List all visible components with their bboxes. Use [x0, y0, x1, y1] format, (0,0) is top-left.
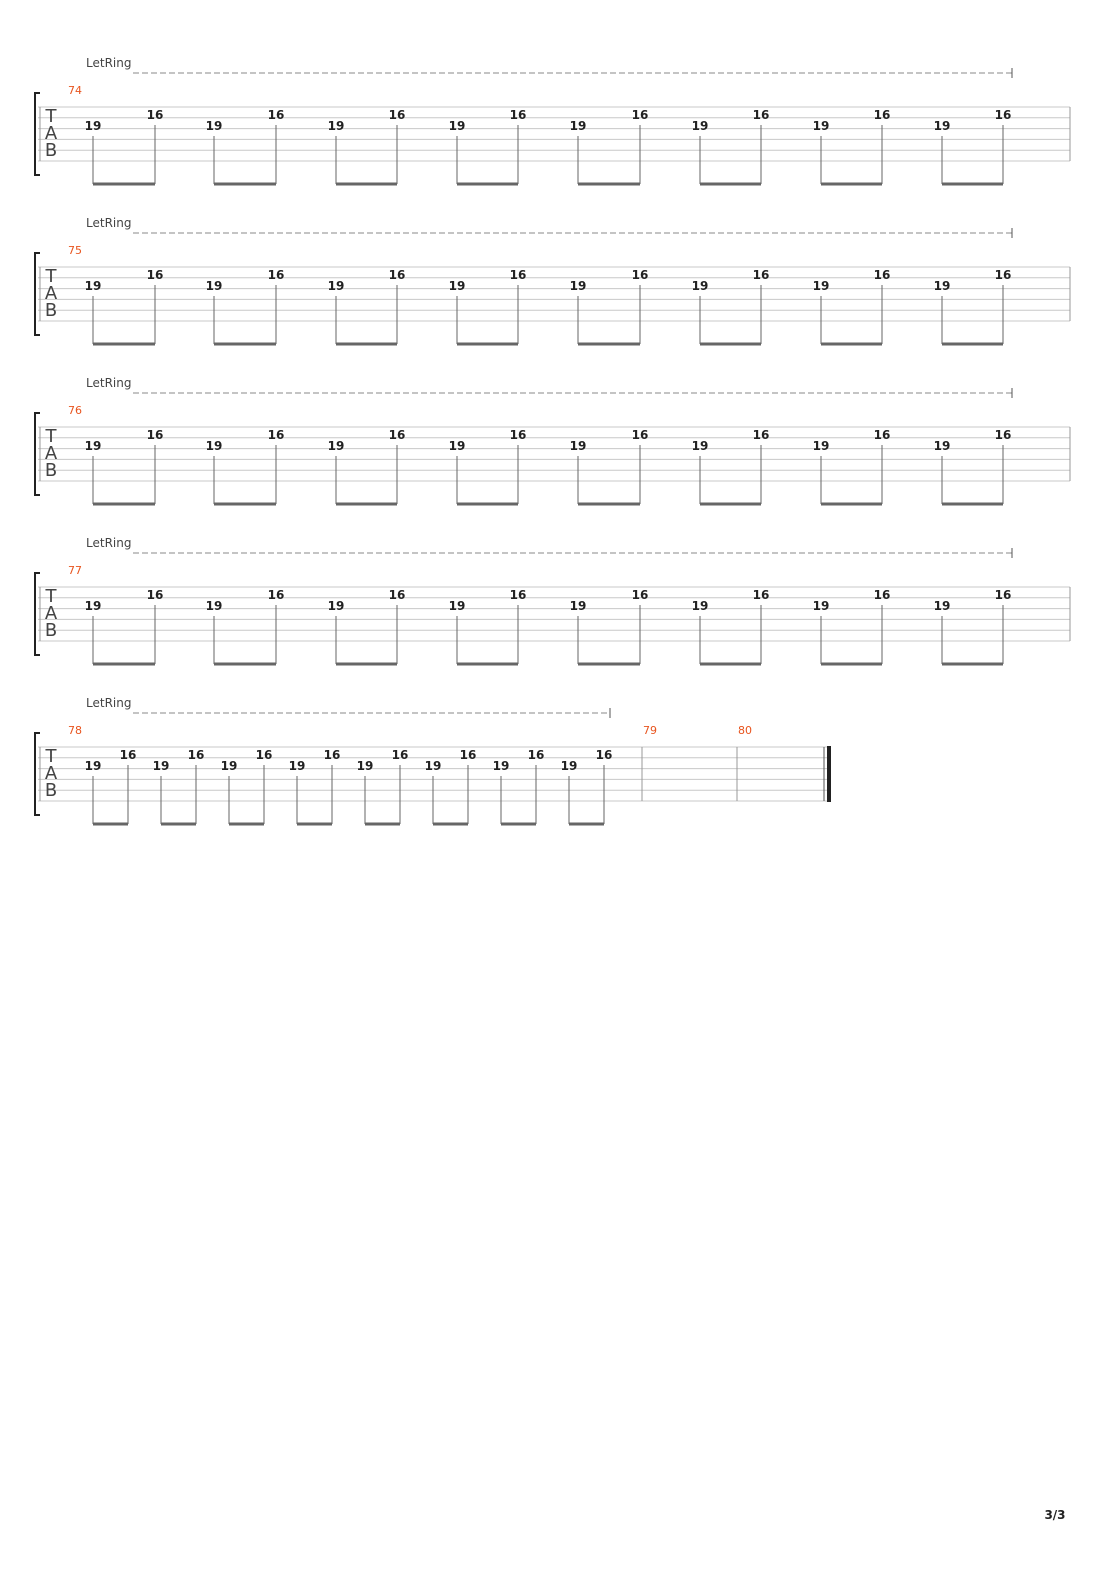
- fret-number: 19: [205, 119, 223, 133]
- fret-number: 16: [119, 748, 137, 762]
- final-bar-thick: [827, 746, 831, 802]
- system-bracket: [35, 733, 40, 815]
- tab-clef-letter: A: [44, 603, 58, 624]
- fret-number: 16: [391, 748, 409, 762]
- measure-number: 75: [68, 244, 82, 257]
- fret-number: 19: [448, 599, 466, 613]
- fret-number: 19: [327, 439, 345, 453]
- fret-number: 19: [448, 119, 466, 133]
- fret-number: 19: [569, 119, 587, 133]
- fret-number: 19: [84, 759, 102, 773]
- fret-number: 16: [267, 588, 285, 602]
- measure-number: 79: [643, 724, 657, 737]
- fret-number: 19: [560, 759, 578, 773]
- fret-number: 19: [205, 439, 223, 453]
- let-ring-label: LetRing: [86, 376, 132, 390]
- fret-number: 16: [267, 108, 285, 122]
- fret-number: 19: [569, 599, 587, 613]
- let-ring-label: LetRing: [86, 696, 132, 710]
- fret-number: 19: [569, 439, 587, 453]
- fret-number: 19: [569, 279, 587, 293]
- fret-number: 16: [459, 748, 477, 762]
- fret-number: 16: [323, 748, 341, 762]
- fret-number: 19: [448, 439, 466, 453]
- fret-number: 19: [933, 439, 951, 453]
- fret-number: 19: [812, 119, 830, 133]
- fret-number: 16: [267, 428, 285, 442]
- fret-number: 19: [691, 279, 709, 293]
- fret-number: 19: [288, 759, 306, 773]
- fret-number: 19: [84, 439, 102, 453]
- fret-number: 16: [631, 428, 649, 442]
- tab-clef-letter: T: [45, 266, 57, 287]
- fret-number: 19: [448, 279, 466, 293]
- fret-number: 16: [994, 588, 1012, 602]
- let-ring-label: LetRing: [86, 536, 132, 550]
- let-ring-label: LetRing: [86, 216, 132, 230]
- tab-clef-letter: T: [45, 586, 57, 607]
- fret-number: 19: [691, 119, 709, 133]
- fret-number: 16: [509, 428, 527, 442]
- fret-number: 16: [255, 748, 273, 762]
- fret-number: 16: [631, 268, 649, 282]
- tab-clef-letter: B: [44, 140, 58, 161]
- system-bracket: [35, 93, 40, 175]
- fret-number: 16: [509, 588, 527, 602]
- measure-number: 78: [68, 724, 82, 737]
- system-bracket: [35, 413, 40, 495]
- fret-number: 16: [873, 268, 891, 282]
- fret-number: 16: [388, 108, 406, 122]
- fret-number: 16: [631, 588, 649, 602]
- fret-number: 19: [933, 279, 951, 293]
- tab-clef-letter: B: [44, 460, 58, 481]
- fret-number: 16: [527, 748, 545, 762]
- fret-number: 16: [388, 428, 406, 442]
- fret-number: 19: [812, 439, 830, 453]
- fret-number: 19: [933, 599, 951, 613]
- fret-number: 19: [492, 759, 510, 773]
- fret-number: 16: [994, 268, 1012, 282]
- tab-clef-letter: B: [44, 620, 58, 641]
- fret-number: 19: [220, 759, 238, 773]
- fret-number: 16: [509, 108, 527, 122]
- fret-number: 19: [84, 279, 102, 293]
- measure-number: 80: [738, 724, 752, 737]
- tab-clef-letter: T: [45, 746, 57, 767]
- tab-clef-letter: A: [44, 763, 58, 784]
- fret-number: 19: [812, 279, 830, 293]
- fret-number: 19: [84, 599, 102, 613]
- fret-number: 19: [691, 599, 709, 613]
- fret-number: 16: [994, 108, 1012, 122]
- fret-number: 16: [752, 428, 770, 442]
- fret-number: 16: [631, 108, 649, 122]
- measure-number: 76: [68, 404, 82, 417]
- tab-clef-letter: T: [45, 426, 57, 447]
- fret-number: 19: [327, 279, 345, 293]
- let-ring-label: LetRing: [86, 56, 132, 70]
- fret-number: 16: [752, 108, 770, 122]
- fret-number: 16: [146, 428, 164, 442]
- fret-number: 16: [752, 268, 770, 282]
- fret-number: 19: [84, 119, 102, 133]
- fret-number: 16: [595, 748, 613, 762]
- fret-number: 19: [691, 439, 709, 453]
- system-bracket: [35, 253, 40, 335]
- page-number: 3/3: [1044, 1508, 1066, 1522]
- fret-number: 19: [812, 599, 830, 613]
- fret-number: 19: [205, 279, 223, 293]
- fret-number: 16: [146, 268, 164, 282]
- fret-number: 19: [424, 759, 442, 773]
- system-bracket: [35, 573, 40, 655]
- fret-number: 19: [205, 599, 223, 613]
- fret-number: 19: [327, 599, 345, 613]
- fret-number: 16: [267, 268, 285, 282]
- fret-number: 16: [509, 268, 527, 282]
- fret-number: 19: [327, 119, 345, 133]
- fret-number: 16: [388, 268, 406, 282]
- fret-number: 16: [752, 588, 770, 602]
- fret-number: 16: [146, 588, 164, 602]
- fret-number: 16: [873, 588, 891, 602]
- fret-number: 16: [187, 748, 205, 762]
- tab-clef-letter: A: [44, 123, 58, 144]
- fret-number: 19: [152, 759, 170, 773]
- fret-number: 19: [356, 759, 374, 773]
- fret-number: 16: [873, 428, 891, 442]
- tab-clef-letter: B: [44, 780, 58, 801]
- tab-clef-letter: A: [44, 443, 58, 464]
- tab-clef-letter: T: [45, 106, 57, 127]
- measure-number: 74: [68, 84, 82, 97]
- tab-clef-letter: A: [44, 283, 58, 304]
- measure-number: 77: [68, 564, 82, 577]
- fret-number: 16: [873, 108, 891, 122]
- fret-number: 16: [994, 428, 1012, 442]
- fret-number: 19: [933, 119, 951, 133]
- tab-clef-letter: B: [44, 300, 58, 321]
- fret-number: 16: [388, 588, 406, 602]
- fret-number: 16: [146, 108, 164, 122]
